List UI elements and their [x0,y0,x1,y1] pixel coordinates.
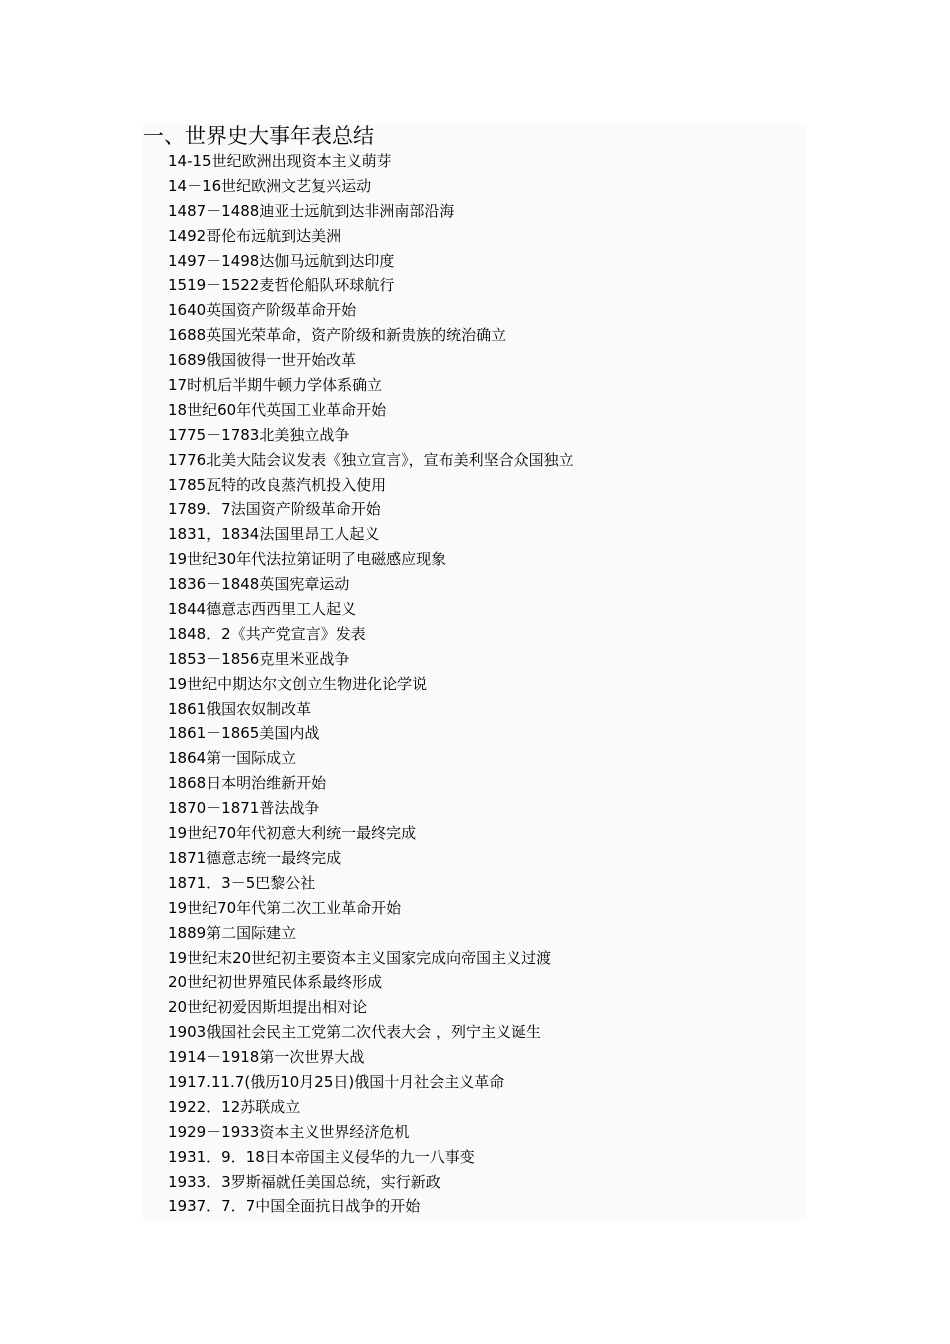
event-line: 14－16世纪欧洲文艺复兴运动 [168,176,372,195]
event-line: 1922．12苏联成立 [168,1097,301,1116]
event-line: 1640英国资产阶级革命开始 [168,301,357,320]
event-line: 1848．2《共产党宣言》发表 [168,624,366,643]
event-line: 1844德意志西西里工人起义 [168,600,357,619]
event-line: 1871．3－5巴黎公社 [168,873,316,892]
event-line: 18世纪60年代英国工业革命开始 [168,400,387,419]
event-line: 1903俄国社会民主工党第二次代表大会 ，列宁主义诞生 [168,1023,541,1042]
event-line: 19世纪中期达尔文创立生物进化论学说 [168,674,428,693]
event-line: 1688英国光荣革命，资产阶级和新贵族的统治确立 [168,326,507,345]
event-line: 1889第二国际建立 [168,923,297,942]
event-line: 1519－1522麦哲伦船队环球航行 [168,276,395,295]
event-line: 1864第一国际成立 [168,749,297,768]
event-line: 1776北美大陆会议发表《独立宣言》，宣布美利坚合众国独立 [168,450,574,469]
event-line: 20世纪初世界殖民体系最终形成 [168,973,383,992]
event-line: 1917.11.7(俄历10月25日)俄国十月社会主义革命 [168,1072,505,1091]
event-line: 1931．9．18日本帝国主义侵华的九一八事变 [168,1147,475,1166]
event-line: 1853－1856克里米亚战争 [168,649,350,668]
event-line: 1789．7法国资产阶级革命开始 [168,500,381,519]
event-line: 19世纪70年代初意大利统一最终完成 [168,824,417,843]
event-line: 1836－1848英国宪章运动 [168,575,350,594]
event-line: 19世纪30年代法拉第证明了电磁感应现象 [168,550,447,569]
event-line: 19世纪末20世纪初主要资本主义国家完成向帝国主义过渡 [168,948,552,967]
event-line: 17时机后半期牛顿力学体系确立 [168,376,383,395]
event-line: 1933．3罗斯福就任美国总统，实行新政 [168,1172,441,1191]
event-line: 1831，1834法国里昂工人起义 [168,525,380,544]
event-line: 14-15世纪欧洲出现资本主义萌芽 [168,152,392,170]
event-line: 1497－1498达伽马远航到达印度 [168,251,395,270]
event-line: 1775－1783北美独立战争 [168,425,350,444]
event-line: 1929－1933资本主义世界经济危机 [168,1122,410,1141]
event-list [168,149,574,1219]
event-line: 1492哥伦布远航到达美洲 [168,226,342,245]
event-line: 1937．7．7中国全面抗日战争的开始 [168,1197,421,1216]
event-line: 1861－1865美国内战 [168,724,320,743]
event-line: 20世纪初爱因斯坦提出相对论 [168,998,368,1017]
event-line: 1871德意志统一最终完成 [168,848,342,867]
event-line: 1487－1488迪亚士远航到达非洲南部沿海 [168,201,455,220]
event-line: 19世纪70年代第二次工业革命开始 [168,898,402,917]
event-line: 1689俄国彼得一世开始改革 [168,351,357,370]
document-title: 一、世界史大事年表总结 [143,124,374,148]
event-line: 1868日本明治维新开始 [168,774,327,793]
event-line: 1861俄国农奴制改革 [168,699,312,718]
event-line: 1914－1918第一次世界大战 [168,1048,365,1067]
event-line: 1870－1871普法战争 [168,799,320,818]
event-line: 1785瓦特的改良蒸汽机投入使用 [168,475,387,494]
